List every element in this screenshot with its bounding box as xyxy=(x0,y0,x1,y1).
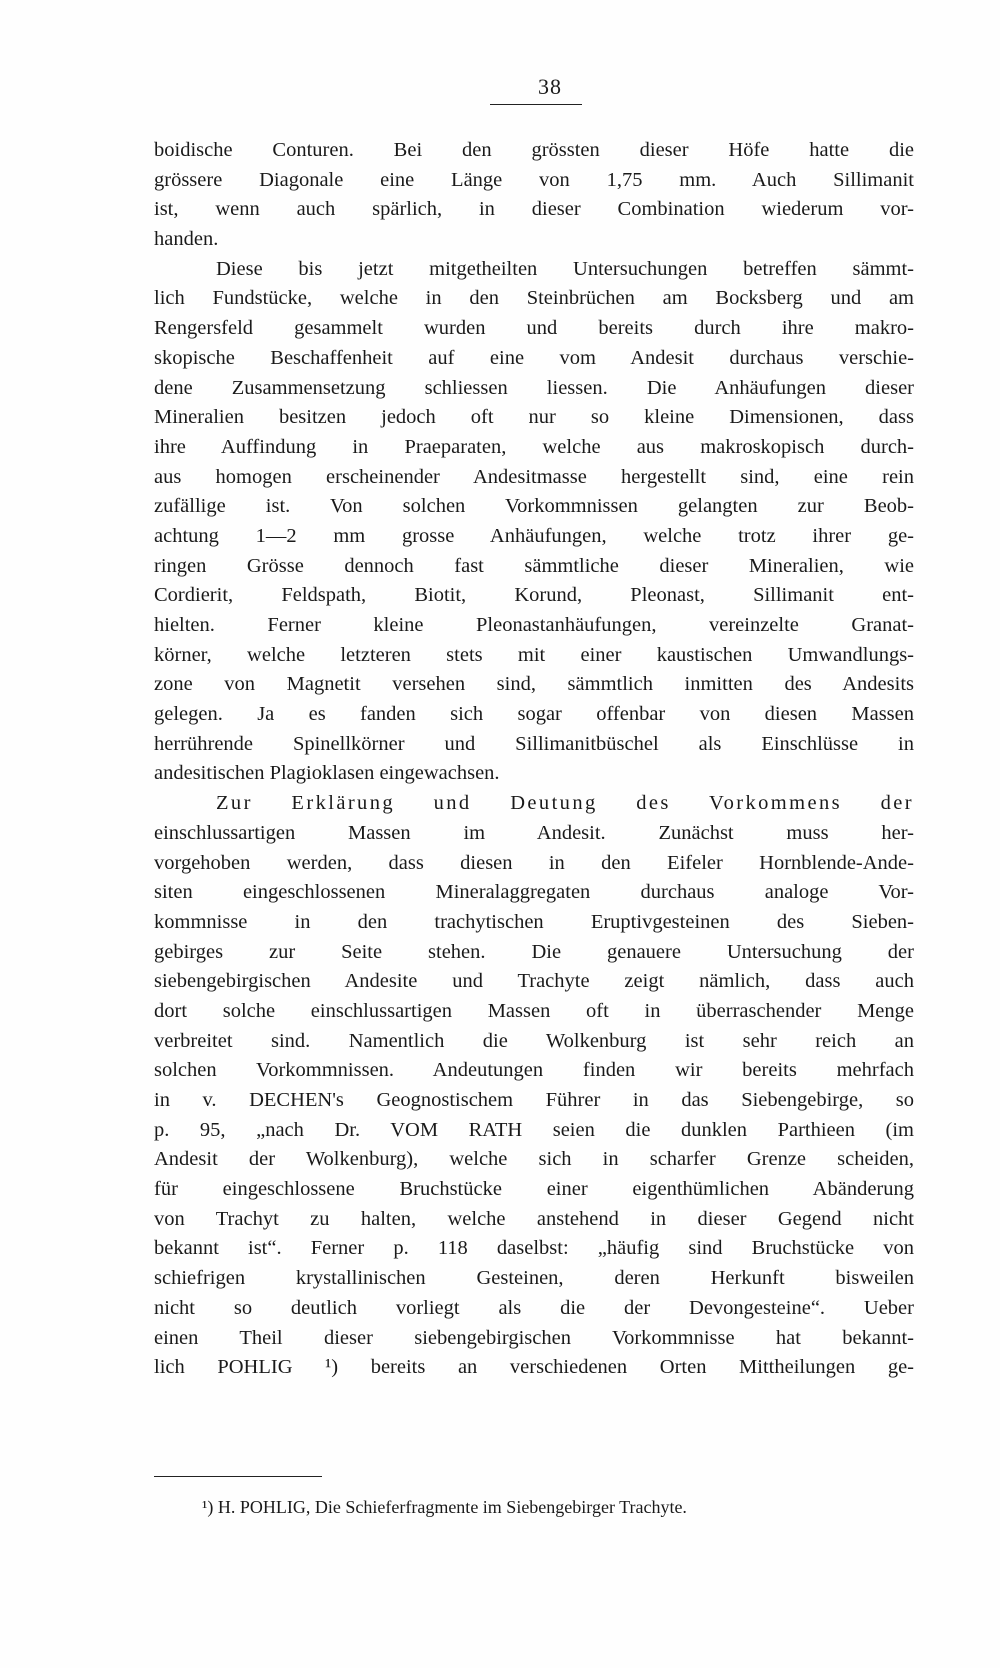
text-line: gebirges zur Seite stehen. Die genauere Untersuchung der xyxy=(154,940,914,963)
text-line: Andesit der Wolkenburg), welche sich in scharfer Grenze scheiden, xyxy=(154,1148,914,1171)
text-line: herrührende Spinellkörner und Sillimanitbüschel als Einschlüsse in xyxy=(154,732,914,755)
text-line: gelegen. Ja es fanden sich sogar offenbar von diesen Massen xyxy=(154,703,914,726)
text-line: ist, wenn auch spärlich, in dieser Combination wiederum vor- xyxy=(154,198,914,221)
text-line: lich POHLIG ¹) bereits an verschiedenen Orten Mittheilungen ge- xyxy=(154,1356,914,1379)
text-line: grössere Diagonale eine Länge von 1,75 mm. Auch Sillimanit xyxy=(154,168,914,191)
text-line: handen. xyxy=(154,228,219,251)
text-line: lich Fundstücke, welche in den Steinbrüchen am Bocksberg und am xyxy=(154,287,914,310)
text-line: ihre Auffindung in Praeparaten, welche aus makroskopisch durch- xyxy=(154,435,914,458)
text-line: siebengebirgischen Andesite und Trachyte zeigt nämlich, dass auch xyxy=(154,970,914,993)
text-line: dort solche einschlussartigen Massen oft in überraschender Menge xyxy=(154,999,914,1022)
text-line: schiefrigen krystallinischen Gesteinen, deren Herkunft bisweilen xyxy=(154,1267,914,1290)
text-line: von Trachyt zu halten, welche anstehend in dieser Gegend nicht xyxy=(154,1207,914,1230)
text-line: Cordierit, Feldspath, Biotit, Korund, Pleonast, Sillimanit ent- xyxy=(154,584,914,607)
text-line: nicht so deutlich vorliegt als die der Devongesteine“. Ueber xyxy=(154,1296,914,1319)
text-line: einen Theil dieser siebengebirgischen Vorkommnisse hat bekannt- xyxy=(154,1326,914,1349)
text-line: p. 95, „nach Dr. VOM RATH seien die dunklen Parthieen (im xyxy=(154,1118,914,1141)
text-line: vorgehoben werden, dass diesen in den Eifeler Hornblende-Ande- xyxy=(154,851,914,874)
text-line: aus homogen erscheinender Andesitmasse hergestellt sind, eine rein xyxy=(154,465,914,488)
text-line: hielten. Ferner kleine Pleonastanhäufungen, vereinzelte Granat- xyxy=(154,614,914,636)
text-line: in v. DECHEN's Geognostischem Führer in das Siebengebirge, so xyxy=(154,1089,914,1111)
text-line: körner, welche letzteren stets mit einer kaustischen Umwandlungs- xyxy=(154,643,914,666)
text-line: kommnisse in den trachytischen Eruptivgesteinen des Sieben- xyxy=(154,910,914,933)
text-line: boidische Conturen. Bei den grössten dieser Höfe hatte die xyxy=(154,139,914,161)
header-rule xyxy=(490,104,582,105)
text-line: skopische Beschaffenheit auf eine vom Andesit durchaus verschie- xyxy=(154,346,914,369)
text-line: solchen Vorkommnissen. Andeutungen finden wir bereits mehrfach xyxy=(154,1059,914,1082)
text-line: zone von Magnetit versehen sind, sämmtlich inmitten des Andesits xyxy=(154,673,914,696)
text-line: dene Zusammensetzung schliessen liessen. Die Anhäufungen dieser xyxy=(154,376,914,399)
text-line: Diese bis jetzt mitgetheilten Untersuchungen betreffen sämmt- xyxy=(216,257,914,280)
text-line: bekannt ist“. Ferner p. 118 daselbst: „häufig sind Bruchstücke von xyxy=(154,1237,914,1260)
text-line: Rengersfeld gesammelt wurden und bereits durch ihre makro- xyxy=(154,317,914,340)
footnote-rule xyxy=(154,1476,322,1477)
body-text xyxy=(154,136,914,1383)
text-line: zufällige ist. Von solchen Vorkommnissen gelangten zur Beob- xyxy=(154,495,914,518)
text-line: Zur Erklärung und Deutung des Vorkommens der xyxy=(216,792,914,815)
text-line: achtung 1—2 mm grosse Anhäufungen, welche trotz ihrer ge- xyxy=(154,524,914,547)
text-line: verbreitet sind. Namentlich die Wolkenburg ist sehr reich an xyxy=(154,1029,914,1052)
text-line: siten eingeschlossenen Mineralaggregaten durchaus analoge Vor- xyxy=(154,881,914,904)
text-line: ringen Grösse dennoch fast sämmtliche dieser Mineralien, wie xyxy=(154,554,914,577)
footnote: ¹) H. POHLIG, Die Schieferfragmente im Siebengebirger Trachyte. xyxy=(202,1497,687,1517)
text-line: Mineralien besitzen jedoch oft nur so kleine Dimensionen, dass xyxy=(154,406,914,429)
text-line: für eingeschlossene Bruchstücke einer eigenthümlichen Abänderung xyxy=(154,1178,914,1201)
text-line: einschlussartigen Massen im Andesit. Zunächst muss her- xyxy=(154,821,914,844)
page-number: 38 xyxy=(538,74,562,99)
text-line: andesitischen Plagioklasen eingewachsen. xyxy=(154,762,500,785)
